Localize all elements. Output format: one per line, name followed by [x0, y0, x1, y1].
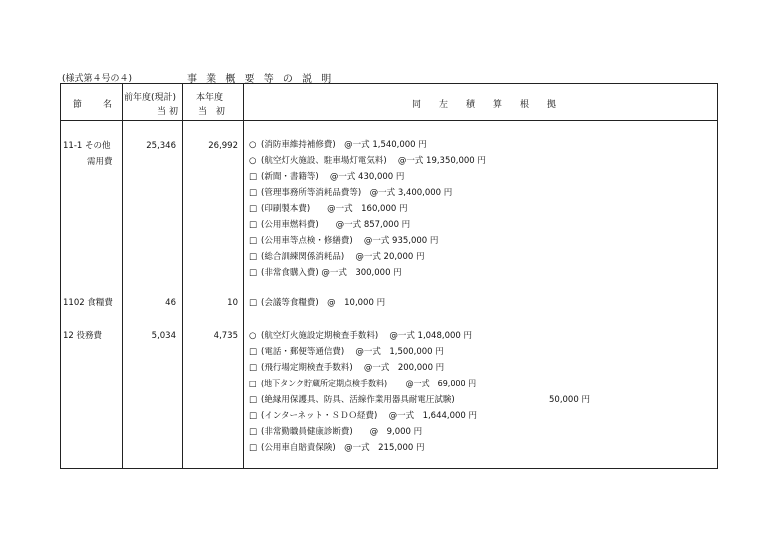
detail-line	[249, 267, 402, 279]
detail-text: (公用車自賠責保険) @一式 215,000 円	[261, 443, 425, 453]
detail-line	[249, 426, 422, 438]
header-current-initial: 当 初	[198, 107, 228, 117]
detail-text: (消防車維持補修費) @一式 1,540,000 円	[261, 140, 427, 150]
bullet-mark: □	[249, 204, 258, 214]
detail-line	[249, 362, 444, 374]
row-name: 11-1 その他	[63, 141, 111, 151]
bullet-mark: □	[249, 363, 258, 373]
detail-text: (電話・郵便等通信費) @一式 1,500,000 円	[261, 347, 444, 357]
bullet-mark: □	[249, 379, 257, 388]
bullet-mark: □	[249, 252, 258, 262]
detail-text: (総合訓練関係消耗品) @一式 20,000 円	[261, 252, 425, 262]
detail-text: (非常勤職員健康診断費) @ 9,000 円	[261, 427, 423, 437]
detail-line	[249, 187, 452, 199]
detail-line	[249, 394, 590, 406]
prev-amount: 5,034	[151, 331, 176, 341]
detail-line	[249, 203, 408, 215]
detail-text: (会議等食糧費) @ 10,000 円	[261, 298, 386, 308]
header-current-year: 本年度	[196, 93, 224, 103]
bullet-mark: ○	[249, 331, 257, 341]
bullet-mark: ○	[249, 156, 257, 166]
detail-text: (公用車等点検・修繕費) @一式 935,000 円	[261, 236, 439, 246]
detail-line	[249, 219, 410, 231]
detail-line	[249, 330, 472, 342]
detail-text: (管理事務所等消耗品費等) @一式 3,400,000 円	[261, 188, 453, 198]
detail-text: (絶縁用保護具、防具、活線作業用器具耐電圧試験)	[261, 395, 455, 405]
row-name-sub: 需用費	[87, 157, 113, 167]
bullet-mark: □	[249, 268, 258, 278]
bullet-mark: □	[249, 236, 258, 246]
detail-text: (印刷製本費) @一式 160,000 円	[261, 204, 408, 214]
column-divider	[243, 84, 244, 468]
current-amount: 10	[227, 298, 238, 308]
detail-text: (公用車燃料費) @一式 857,000 円	[261, 220, 411, 230]
header-prev-year: 前年度(現計)	[124, 93, 177, 103]
form-number: (様式第４号の４)	[62, 74, 133, 84]
detail-amount: 50,000 円	[549, 395, 590, 405]
header-setsu-name: 節 名	[73, 100, 119, 110]
detail-line	[249, 346, 444, 358]
summary-table	[60, 83, 718, 469]
bullet-mark: □	[249, 220, 258, 230]
row-name: 1102 食糧費	[63, 298, 113, 308]
bullet-mark: □	[249, 427, 258, 437]
bullet-mark: □	[249, 443, 258, 453]
detail-text: (非常食購入費) @一式 300,000 円	[261, 268, 402, 278]
detail-line	[249, 297, 385, 309]
bullet-mark: □	[249, 347, 258, 357]
header-prev-initial: 当初	[157, 107, 182, 117]
detail-line	[249, 410, 477, 422]
bullet-mark: □	[249, 411, 258, 421]
detail-line	[249, 442, 425, 454]
detail-text: (飛行場定期検査手数料) @一式 200,000 円	[261, 363, 445, 373]
detail-line	[249, 139, 427, 151]
detail-text: (航空灯火施設定期検査手数料) @一式 1,048,000 円	[261, 331, 472, 341]
detail-line	[249, 155, 486, 167]
detail-line	[249, 171, 404, 183]
current-amount: 4,735	[213, 331, 238, 341]
detail-text: (地下タンク貯蔵所定期点検手数料) @一式 69,000 円	[261, 379, 477, 388]
row-name: 12 役務費	[63, 331, 103, 341]
header-calculation-basis: 同 左 積 算 根 拠	[411, 100, 556, 110]
current-amount: 26,992	[208, 141, 238, 151]
detail-line	[249, 235, 438, 247]
detail-line	[249, 251, 424, 263]
detail-text: (新聞・書籍等) @一式 430,000 円	[261, 172, 405, 182]
bullet-mark: □	[249, 395, 258, 405]
detail-text: (インターネット・ＳＤＯ経費) @一式 1,644,000 円	[261, 411, 478, 421]
detail-line	[249, 378, 476, 390]
prev-amount: 25,346	[146, 141, 176, 151]
document-title: 事 業 概 要 等 の 説 明	[187, 74, 335, 85]
bullet-mark: □	[249, 172, 258, 182]
bullet-mark: □	[249, 188, 258, 198]
bullet-mark: □	[249, 298, 258, 308]
prev-amount: 46	[165, 298, 176, 308]
detail-text: (航空灯火施設、駐車場灯電気料) @一式 19,350,000 円	[261, 156, 486, 166]
bullet-mark: ○	[249, 140, 257, 150]
header-divider	[61, 120, 717, 121]
